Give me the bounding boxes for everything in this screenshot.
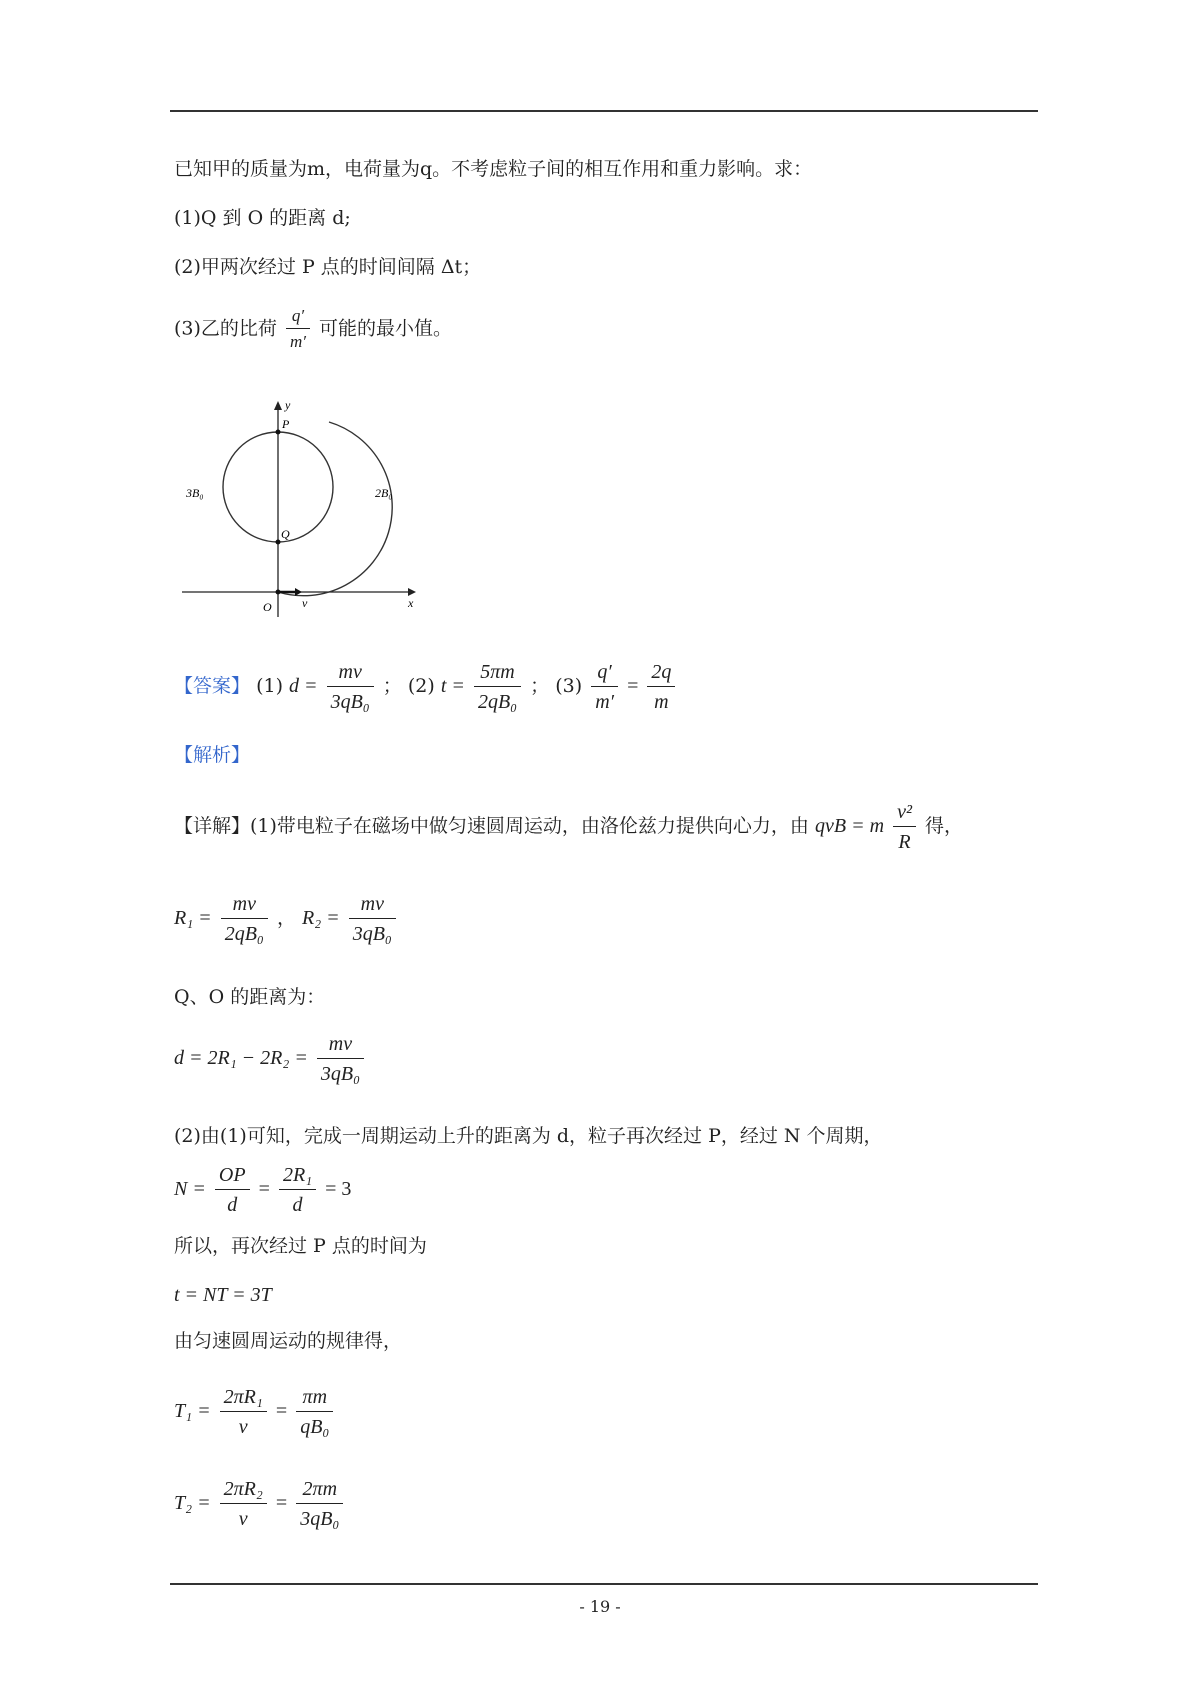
- answer-3-lhs-fraction: $\frac{q'}{m'}$: [591, 660, 618, 714]
- question-3: (3)乙的比荷 $\frac{q'}{m'}$ 可能的最小值。: [174, 306, 453, 352]
- bottom-rule: [170, 1583, 1038, 1585]
- analysis-tag: 【解析】: [174, 744, 251, 766]
- top-rule: [170, 110, 1038, 112]
- answer-tag: 【答案】: [174, 675, 251, 697]
- label-P: P: [282, 417, 290, 431]
- r2-fraction: $\frac{mv}{\text{3qB₀}}$: [349, 892, 396, 946]
- t1-fraction-2: $\frac{\pi m}{\text{qB₀}}$: [296, 1385, 333, 1439]
- y-axis-arrow: [274, 401, 282, 410]
- detail-line-4: 由匀速圆周运动的规律得，: [174, 1330, 403, 1352]
- answer-3-rhs-fraction: $\frac{2q}{m}$: [647, 660, 675, 714]
- r1-fraction: $\frac{mv}{\text{2qB₀}}$: [221, 892, 268, 946]
- lorentz-fraction: $\frac{\text{v²}}{R}$: [893, 800, 916, 854]
- d-fraction: $\frac{mv}{\text{3qB₀}}$: [317, 1032, 364, 1086]
- t2-fraction-1: $\frac{\text{2πR₂}}{v}$: [220, 1477, 267, 1531]
- right-arc-trajectory: [278, 422, 392, 596]
- question-2: (2)甲两次经过 P 点的时间间隔 Δt；: [174, 256, 482, 278]
- d-equation: d = 2R₁ − 2R₂ = $\frac{mv}{\text{3qB₀}}$: [174, 1032, 367, 1086]
- point-Q: [276, 540, 281, 545]
- left-field-label: 3B₀: [186, 486, 204, 500]
- t2-fraction-2: $\frac{2\pi m}{\text{3qB₀}}$: [296, 1477, 343, 1531]
- label-O: O: [263, 600, 272, 614]
- n-fraction-2: $\frac{\text{2R₁}}{d}$: [279, 1163, 316, 1217]
- label-Q: Q: [281, 527, 290, 541]
- detail-line-1: 【详解】(1)带电粒子在磁场中做匀速圆周运动，由洛伦兹力提供向心力，由 qvB = m $\frac{\text{v²}}{R}$ 得，: [174, 801, 964, 853]
- problem-intro: 已知甲的质量为m，电荷量为q。不考虑粒子间的相互作用和重力影响。求：: [174, 158, 813, 180]
- answer-2-fraction: $\frac{5\pi m}{\text{2qB₀}}$: [474, 660, 521, 714]
- point-P: [276, 430, 281, 435]
- trajectory-figure: [178, 397, 428, 622]
- x-axis-label: x: [408, 596, 414, 610]
- t1-equation: T₁ = $\frac{\text{2πR₁}}{v}$ = $\frac{\pi m}{\text{qB₀}}$: [174, 1385, 336, 1439]
- x-axis-arrow: [408, 588, 416, 596]
- detail-tag: 【详解】: [174, 815, 251, 837]
- page-number: - 19 -: [579, 1597, 621, 1616]
- n-equation: N = $\frac{OP}{d}$ = $\frac{\text{2R₁}}{d}$ = 3: [174, 1164, 352, 1216]
- answer-line: 【答案】 (1) d = $\frac{mv}{\text{3qB₀}}$ ； (2) t = $\frac{5\pi m}{\text{2qB₀}}$ ； (3) $\frac{q'}{m'}$ = $\frac{2q}{m}$: [174, 660, 678, 714]
- velocity-arrowhead: [295, 588, 302, 596]
- ratio-fraction: $\frac{q'}{m'}$: [286, 306, 310, 353]
- t2-equation: T₂ = $\frac{\text{2πR₂}}{v}$ = $\frac{2\pi m}{\text{3qB₀}}$: [174, 1477, 346, 1531]
- y-axis-label: y: [285, 398, 291, 412]
- detail-line-3: 所以，再次经过 P 点的时间为: [174, 1235, 427, 1257]
- t-equation: t = NT = 3T: [174, 1284, 272, 1306]
- n-fraction-1: $\frac{OP}{d}$: [215, 1163, 250, 1217]
- right-field-label: 2B₀: [375, 486, 393, 500]
- qo-distance-text: Q、O 的距离为：: [174, 986, 326, 1008]
- label-v: v: [302, 596, 308, 610]
- t1-fraction-1: $\frac{\text{2πR₁}}{v}$: [220, 1385, 267, 1439]
- answer-1-fraction: $\frac{mv}{\text{3qB₀}}$: [327, 660, 374, 714]
- question-1: (1)Q 到 O 的距离 d;: [174, 207, 351, 229]
- radius-equations: R₁ = $\frac{mv}{\text{2qB₀}}$ ， R₂ = $\frac{mv}{\text{3qB₀}}$: [174, 892, 399, 946]
- detail-line-2: (2)由(1)可知，完成一周期运动上升的距离为 d，粒子再次经过 P，经过 N 个周期，: [174, 1125, 883, 1147]
